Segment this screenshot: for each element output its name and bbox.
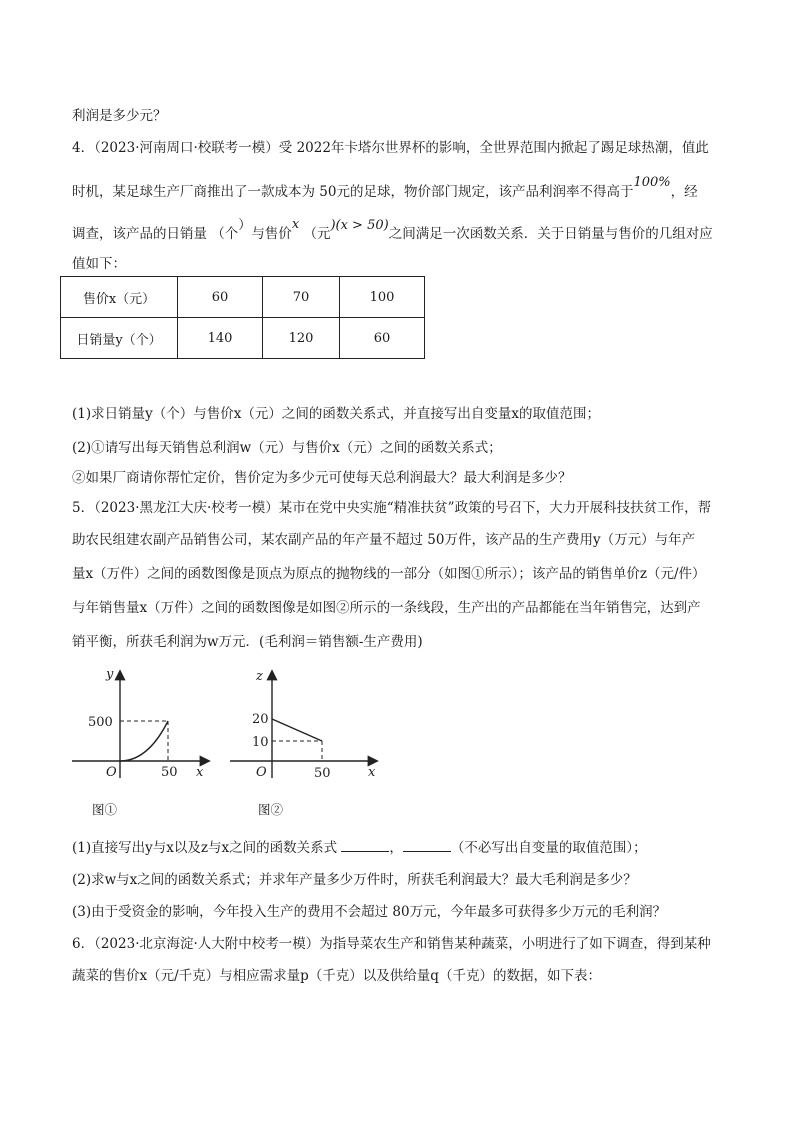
answer-blank[interactable]	[403, 839, 451, 852]
question-5-3: (3)由于受资金的影响，今年投入生产的费用不会超过 80万元，今年最多可获得多少万元的毛利润？	[72, 904, 667, 920]
figure-1-parabola	[68, 660, 218, 785]
figure-1-caption: 图①	[92, 802, 118, 817]
table-cell: 60	[178, 277, 263, 318]
tick-label-20: 20	[252, 712, 269, 727]
y-axis-label: y	[106, 667, 114, 682]
question-4-1: (1)求日销量y（个）与售价x（元）之间的函数关系式，并直接写出自变量x的取值范围；	[72, 406, 600, 422]
origin-label: O	[106, 765, 117, 780]
figure-2-segment	[226, 660, 386, 785]
problem-4-line2	[72, 175, 698, 200]
text: ，	[389, 840, 403, 856]
text: 调查，该产品的日销量	[72, 226, 207, 242]
text: （元	[303, 226, 331, 242]
text: 时机，某足球生产厂商推出了一款成本为 50元的足球，物价部门规定，该产品利润率不得高于	[72, 184, 634, 200]
problem-4-line3	[72, 217, 713, 242]
table-cell: 售价x（元）	[61, 277, 178, 318]
math: 100%	[633, 175, 671, 190]
problem-5-line3: 量x（万件）之间的函数图像是顶点为原点的抛物线的一部分（如图①所示）；该产品的销售单价z（元/件）	[72, 566, 706, 582]
x-axis-label: x	[368, 765, 376, 780]
line-segment	[272, 719, 322, 741]
continued-question: 利润是多少元？	[72, 108, 167, 124]
table-cell: 70	[263, 277, 340, 318]
price-sales-table	[60, 276, 425, 359]
text: (1)直接写出y与x以及z与x之间的函数关系式	[72, 840, 338, 856]
answer-blank[interactable]	[341, 839, 389, 852]
tick-label-10: 10	[252, 735, 269, 750]
table-row	[61, 277, 425, 318]
x-axis-label: x	[196, 765, 204, 780]
tick-label-50: 50	[161, 765, 178, 780]
table-cell: 100	[340, 277, 425, 318]
problem-5-line1: 5．（2023·黑龙江大庆·校考一模）某市在党中央实施“精准扶贫”政策的号召下，大力开展科技扶贫工作，帮	[72, 500, 712, 516]
problem-5-line4: 与年销售量x（万件）之间的函数图像是如图②所示的一条线段，生产出的产品都能在当年销售完，达到产	[72, 600, 701, 616]
text: 与售价	[251, 226, 292, 242]
question-5-2: (2)求w与x之间的函数关系式；并求年产量多少万件时，所获毛利润最大？最大毛利润是多少？	[72, 872, 637, 888]
table-cell: 120	[263, 318, 340, 359]
math: ）	[238, 218, 252, 233]
text: （个	[211, 226, 239, 242]
table-cell: 日销量y（个）	[61, 318, 178, 359]
text: 之间满足一次函数关系．关于日销量与售价的几组对应	[388, 226, 713, 242]
table-cell: 140	[178, 318, 263, 359]
problem-5-line5: 销平衡，所获毛利润为w万元．(毛利润＝销售额-生产费用)	[72, 634, 423, 650]
problem-6-line1: 6．（2023·北京海淀·人大附中校考一模）为指导菜农生产和销售某种蔬菜，小明进行了如下调查，得到某种	[72, 936, 711, 952]
problem-4-intro: 4．（2023·河南周口·校联考一模）受 2022年卡塔尔世界杯的影响，全世界范围内掀起了踢足球热潮，值此	[72, 140, 709, 156]
math: )(x > 50)	[330, 218, 389, 233]
tick-label-500: 500	[88, 715, 113, 730]
table-cell: 60	[340, 318, 425, 359]
z-axis-label: z	[256, 669, 263, 684]
parabola-curve	[120, 721, 168, 761]
table-row	[61, 318, 425, 359]
origin-label: O	[256, 765, 267, 780]
text: （不必写出自变量的取值范围）；	[450, 840, 647, 856]
question-4-3: ②如果厂商请你帮忙定价，售价定为多少元可使每天总利润最大？最大利润是多少？	[72, 470, 572, 486]
question-5-1	[72, 836, 647, 856]
problem-4-line4: 值如下：	[72, 256, 126, 272]
math: x	[291, 217, 300, 232]
question-4-2: (2)①请写出每天销售总利润w（元）与售价x（元）之间的函数关系式；	[72, 440, 502, 456]
problem-5-line2: 助农民组建农副产品销售公司，某农副产品的年产量不超过 50万件，该产品的生产费用y（万元）与年产	[72, 532, 696, 548]
text: ，经	[670, 184, 698, 200]
problem-6-line2: 蔬菜的售价x（元/千克）与相应需求量p（千克）以及供给量q（千克）的数据，如下表：	[72, 968, 601, 984]
tick-label-50: 50	[314, 766, 331, 781]
figure-2-caption: 图②	[258, 802, 284, 817]
